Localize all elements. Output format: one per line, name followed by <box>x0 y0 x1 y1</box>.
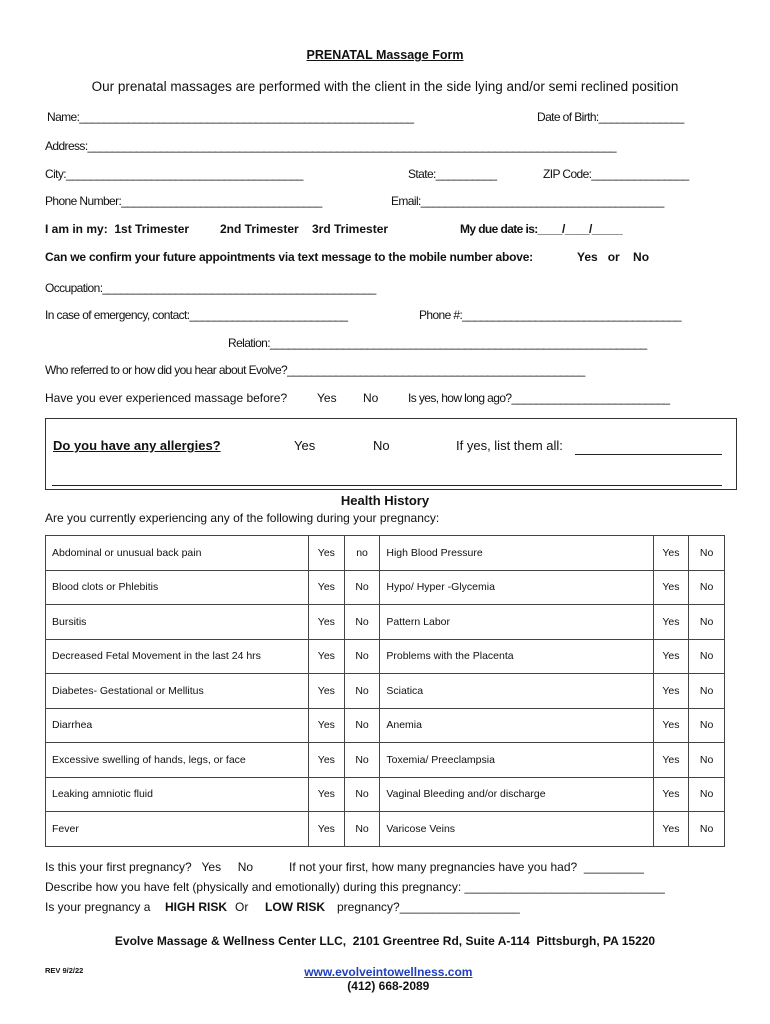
yes-option[interactable]: Yes <box>653 605 689 640</box>
no-option[interactable]: No <box>689 570 725 605</box>
allergies-yes-option[interactable]: Yes <box>294 438 316 453</box>
condition-cell: Vaginal Bleeding and/or discharge <box>380 777 653 812</box>
no-option[interactable]: No <box>344 570 380 605</box>
no-option[interactable]: No <box>344 708 380 743</box>
condition-cell: Decreased Fetal Movement in the last 24 hrs <box>46 639 309 674</box>
yes-option[interactable]: Yes <box>309 639 345 674</box>
no-option[interactable]: No <box>344 605 380 640</box>
footer-address: Evolve Massage & Wellness Center LLC, 2101 Greentree Rd, Suite A-114 Pittsburgh, PA 15220 <box>114 934 656 948</box>
dob-field[interactable]: Date of Birth:______________ <box>537 110 684 124</box>
table-row <box>46 777 725 812</box>
address-field[interactable]: Address:_______________________________________________________________________________________ <box>45 139 616 153</box>
zip-field[interactable]: ZIP Code:________________ <box>543 167 689 181</box>
allergies-list-label: If yes, list them all: <box>456 438 563 453</box>
massage-no-option[interactable]: No <box>363 391 379 405</box>
no-option[interactable]: No <box>344 743 380 778</box>
text-confirm-options[interactable]: Yes or No <box>577 250 650 264</box>
trimester-2[interactable]: 2nd Trimester <box>220 222 299 236</box>
yes-option[interactable]: Yes <box>309 570 345 605</box>
revision-label: REV 9/2/22 <box>45 966 84 975</box>
health-history-title: Health History <box>340 493 430 508</box>
due-date-field[interactable]: My due date is:____/____/_____ <box>460 222 623 236</box>
emergency-contact-field[interactable]: In case of emergency, contact:__________________________ <box>45 308 348 322</box>
name-field[interactable]: Name:_______________________________________________________ <box>47 110 414 124</box>
yes-option[interactable]: Yes <box>653 674 689 709</box>
no-option[interactable]: No <box>344 639 380 674</box>
occupation-field[interactable]: Occupation:_____________________________________________ <box>45 281 376 295</box>
condition-cell: Abdominal or unusual back pain <box>46 536 309 571</box>
no-option[interactable]: No <box>689 812 725 847</box>
trimester-3[interactable]: 3rd Trimester <box>312 222 389 236</box>
yes-option[interactable]: Yes <box>653 570 689 605</box>
yes-option[interactable]: Yes <box>309 777 345 812</box>
trimester-label[interactable]: I am in my: 1st Trimester <box>45 222 190 236</box>
table-row <box>46 536 725 571</box>
condition-cell: Excessive swelling of hands, legs, or face <box>46 743 309 778</box>
condition-cell: Sciatica <box>380 674 653 709</box>
first-pregnancy-question[interactable]: Is this your first pregnancy? Yes No <box>45 860 254 874</box>
allergies-question: Do you have any allergies? <box>53 438 221 453</box>
allergies-no-option[interactable]: No <box>373 438 390 453</box>
table-row <box>46 570 725 605</box>
no-option[interactable]: No <box>689 605 725 640</box>
no-option[interactable]: No <box>344 812 380 847</box>
footer-contact <box>0 951 770 993</box>
intro-text: Our prenatal massages are performed with the client in the side lying and/or semi reclined position <box>91 79 679 94</box>
text-confirm-question: Can we confirm your future appointments via text message to the mobile number above: <box>45 250 533 264</box>
risk-suffix-field[interactable]: pregnancy?__________________ <box>337 900 520 914</box>
condition-cell: Fever <box>46 812 309 847</box>
condition-cell: Pattern Labor <box>380 605 653 640</box>
table-row <box>46 674 725 709</box>
allergies-list-line[interactable] <box>575 454 722 455</box>
condition-cell: High Blood Pressure <box>380 536 653 571</box>
condition-cell: Anemia <box>380 708 653 743</box>
no-option[interactable]: No <box>689 674 725 709</box>
table-row <box>46 812 725 847</box>
yes-option[interactable]: Yes <box>653 812 689 847</box>
table-row <box>46 708 725 743</box>
yes-option[interactable]: Yes <box>309 743 345 778</box>
no-option[interactable]: No <box>689 708 725 743</box>
yes-option[interactable]: Yes <box>309 605 345 640</box>
condition-cell: Problems with the Placenta <box>380 639 653 674</box>
yes-option[interactable]: Yes <box>309 708 345 743</box>
no-option[interactable]: No <box>689 777 725 812</box>
yes-option[interactable]: Yes <box>653 708 689 743</box>
describe-feelings-field[interactable]: Describe how you have felt (physically and emotionally) during this pregnancy: ______________________________ <box>45 880 665 894</box>
table-row <box>46 605 725 640</box>
no-option[interactable]: No <box>344 777 380 812</box>
condition-cell: Diabetes- Gestational or Mellitus <box>46 674 309 709</box>
yes-option[interactable]: Yes <box>309 812 345 847</box>
yes-option[interactable]: Yes <box>653 639 689 674</box>
no-option[interactable]: No <box>344 674 380 709</box>
table-row <box>46 639 725 674</box>
no-option[interactable]: no <box>344 536 380 571</box>
city-field[interactable]: City:_______________________________________ <box>45 167 303 181</box>
yes-option[interactable]: Yes <box>653 536 689 571</box>
yes-option[interactable]: Yes <box>309 536 345 571</box>
how-many-pregnancies-field[interactable]: If not your first, how many pregnancies have you had? _________ <box>289 860 644 874</box>
condition-cell: Bursitis <box>46 605 309 640</box>
how-long-field[interactable]: Is yes, how long ago?__________________________ <box>408 391 670 405</box>
email-field[interactable]: Email:________________________________________ <box>391 194 664 208</box>
massage-before-question: Have you ever experienced massage before? <box>45 391 288 405</box>
referred-field[interactable]: Who referred to or how did you hear about Evolve?_________________________________________________ <box>45 363 585 377</box>
condition-cell: Diarrhea <box>46 708 309 743</box>
massage-yes-option[interactable]: Yes <box>317 391 337 405</box>
yes-option[interactable]: Yes <box>653 777 689 812</box>
footer-phone: (412) 668-2089 <box>347 979 430 993</box>
risk-or: Or <box>235 900 249 914</box>
website-link[interactable]: www.evolveintowellness.com <box>304 965 473 979</box>
no-option[interactable]: No <box>689 536 725 571</box>
yes-option[interactable]: Yes <box>653 743 689 778</box>
phone-field[interactable]: Phone Number:_________________________________ <box>45 194 322 208</box>
risk-prefix: Is your pregnancy a <box>45 900 151 914</box>
emergency-phone-field[interactable]: Phone #:____________________________________ <box>419 308 681 322</box>
relation-field[interactable]: Relation:______________________________________________________________ <box>228 336 647 350</box>
low-risk-option[interactable]: LOW RISK <box>265 900 325 914</box>
condition-cell: Blood clots or Phlebitis <box>46 570 309 605</box>
yes-option[interactable]: Yes <box>309 674 345 709</box>
high-risk-option[interactable]: HIGH RISK <box>165 900 228 914</box>
condition-cell: Hypo/ Hyper -Glycemia <box>380 570 653 605</box>
condition-cell: Toxemia/ Preeclampsia <box>380 743 653 778</box>
form-title: PRENATAL Massage Form <box>306 48 464 62</box>
table-row <box>46 743 725 778</box>
health-history-prompt: Are you currently experiencing any of the following during your pregnancy: <box>45 511 440 525</box>
health-history-table <box>45 535 725 847</box>
no-option[interactable]: No <box>689 743 725 778</box>
no-option[interactable]: No <box>689 639 725 674</box>
allergies-extra-line[interactable] <box>52 485 722 486</box>
state-field[interactable]: State:__________ <box>408 167 497 181</box>
condition-cell: Leaking amniotic fluid <box>46 777 309 812</box>
condition-cell: Varicose Veins <box>380 812 653 847</box>
